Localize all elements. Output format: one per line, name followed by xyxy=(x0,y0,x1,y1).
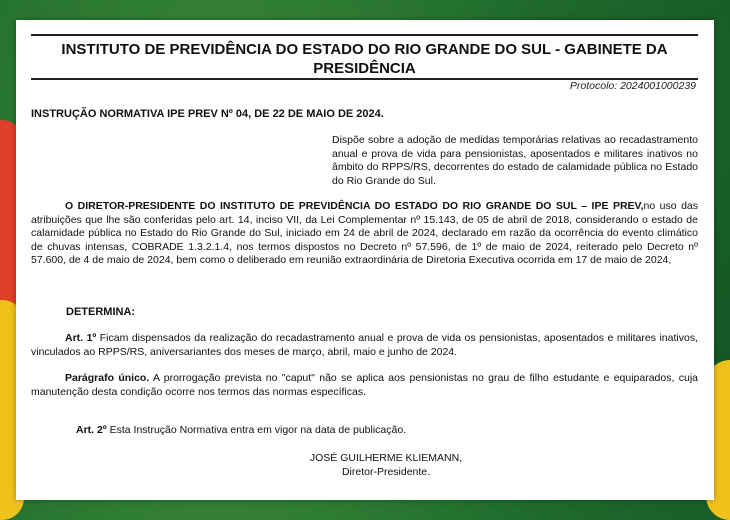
article-1 xyxy=(31,332,698,359)
header-line-1: INSTITUTO DE PREVIDÊNCIA DO ESTADO DO RIO GRANDE DO SUL - GABINETE DA xyxy=(61,41,668,58)
article-2-text: Esta Instrução Normativa entra em vigor na data de publicação. xyxy=(106,424,407,436)
protocol-number: Protocolo: 2024001000239 xyxy=(569,80,696,92)
determina-heading: DETERMINA: xyxy=(66,306,136,318)
document-header xyxy=(31,34,698,80)
article-2 xyxy=(76,424,698,438)
ementa: Dispõe sobre a adoção de medidas temporárias relativas ao recadastramento anual e prova de vida para pensionistas, aposentados e militares inativos no âmbito do RPPS/RS, decorrentes do estado de calamidade pública no Estado do Rio Grande do Sul. xyxy=(332,134,698,187)
preamble-text: no uso das atribuições que lhe são conferidas pelo art. 14, inciso VII, da Lei Complementar nº 15.143, de 05 de abril de 2018, considerando o estado de calamidade pública no Estado do Rio Grande do Sul, iniciado em 24 de abril de 2024, declarado em razão da ocorrência do evento climático de chuvas intensas, COBRADE 1.3.2.1.4, nos termos dispostos no Decreto nº 57.596, de 1º de maio de 2024, reiterado pelo Decreto nº 57.600, de 4 de maio de 2024, bem como o deliberado em reunião extraordinária de Diretoria Executiva ocorrida em 17 de maio de 2024, xyxy=(31,200,699,266)
header-line-2: PRESIDÊNCIA xyxy=(313,60,416,77)
normative-title: INSTRUÇÃO NORMATIVA IPE PREV Nº 04, DE 22 DE MAIO DE 2024. xyxy=(31,108,384,120)
paragrafo-unico xyxy=(31,372,698,399)
signature-block xyxy=(216,452,556,479)
document-page xyxy=(16,20,714,500)
article-1-label: Art. 1º xyxy=(65,332,97,344)
signature-name: JOSÉ GUILHERME KLIEMANN, xyxy=(309,452,463,464)
paragrafo-unico-text: A prorrogação prevista no "caput" não se aplica aos pensionistas no grau de filho estudante e equiparados, cuja manutenção desta condição ocorre nos termos das normas específicas. xyxy=(31,372,698,398)
preamble xyxy=(31,200,698,268)
preamble-lead: O DIRETOR-PRESIDENTE DO INSTITUTO DE PREVIDÊNCIA DO ESTADO DO RIO GRANDE DO SUL – IPE PREV, xyxy=(65,200,644,212)
article-1-text: Ficam dispensados da realização do recadastramento anual e prova de vida os pensionistas, aposentados e militares inativos, vinculados ao RPPS/RS, aniversariantes dos meses de março, abril, maio e junho de 2024. xyxy=(31,332,698,358)
paragrafo-unico-label: Parágrafo único. xyxy=(65,372,150,384)
article-2-label: Art. 2º xyxy=(76,424,107,436)
signature-role: Diretor-Presidente. xyxy=(341,465,431,478)
